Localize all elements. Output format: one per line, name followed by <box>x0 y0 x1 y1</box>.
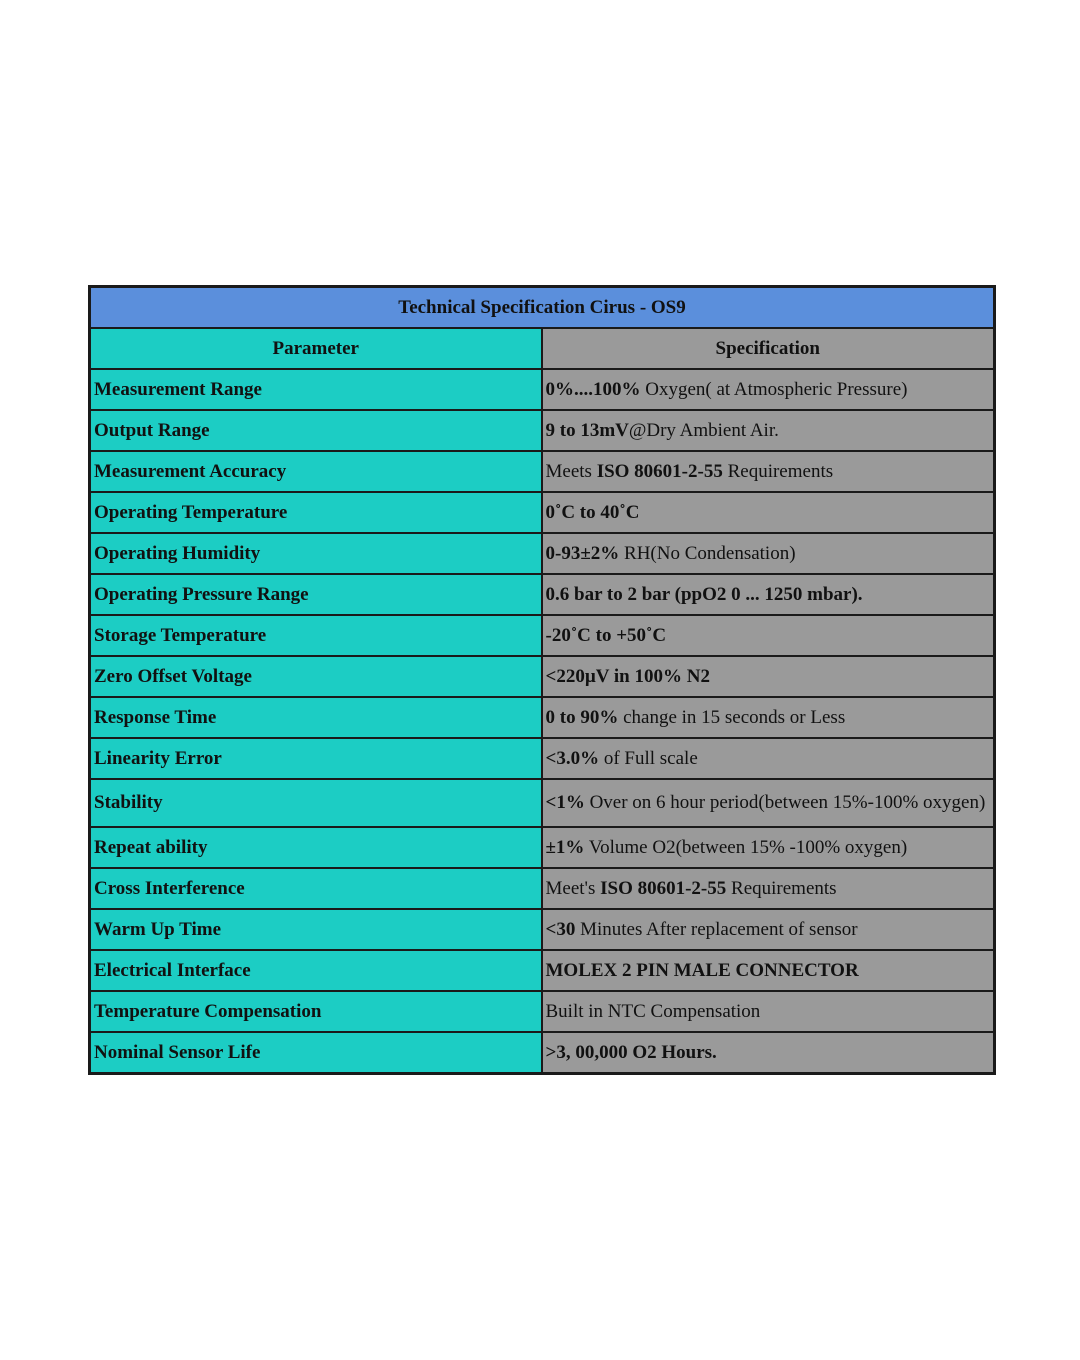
spec-cell <box>542 615 995 656</box>
spec-bold: ISO 80601-2-55 <box>600 877 727 899</box>
spec-bold: ISO 80601-2-55 <box>596 460 723 482</box>
table-row <box>90 615 995 656</box>
spec-cell <box>542 656 995 697</box>
spec-cell <box>542 492 995 533</box>
table-row <box>90 492 995 533</box>
spec-text: Minutes After replacement of sensor <box>575 918 858 940</box>
param-cell: Zero Offset Voltage <box>90 656 542 697</box>
spec-cell <box>542 369 995 410</box>
spec-bold: -20˚C to +50˚C <box>545 624 667 646</box>
table-row <box>90 991 995 1032</box>
param-cell: Temperature Compensation <box>90 991 542 1032</box>
param-cell: Electrical Interface <box>90 950 542 991</box>
spec-bold: <30 <box>545 918 576 940</box>
spec-bold: 0-93±2% <box>545 542 620 564</box>
table-row <box>90 533 995 574</box>
spec-bold: 0˚C to 40˚C <box>545 501 640 523</box>
spec-text: change in 15 seconds or Less <box>618 706 846 728</box>
spec-prefix: Meets <box>545 460 597 482</box>
spec-bold: MOLEX 2 PIN MALE CONNECTOR <box>545 959 859 981</box>
table-row <box>90 410 995 451</box>
table-row <box>90 868 995 909</box>
spec-cell <box>542 950 995 991</box>
spec-cell <box>542 868 995 909</box>
table-row <box>90 369 995 410</box>
spec-cell <box>542 410 995 451</box>
spec-bold: <220µV in 100% N2 <box>545 665 710 687</box>
spec-bold: <3.0% <box>545 747 600 769</box>
spec-table <box>88 285 996 1075</box>
param-cell: Repeat ability <box>90 827 542 868</box>
spec-bold: >3, 00,000 O2 Hours. <box>545 1041 717 1063</box>
spec-bold: 0%....100% <box>545 378 641 400</box>
spec-bold: <1% <box>545 792 585 813</box>
param-cell: Operating Temperature <box>90 492 542 533</box>
spec-text: Over on 6 hour period(between 15%-100% oxygen) <box>584 792 986 813</box>
spec-cell <box>542 1032 995 1074</box>
spec-cell <box>542 574 995 615</box>
spec-text: Volume O2(between 15% -100% oxygen) <box>584 836 908 858</box>
param-cell: Operating Pressure Range <box>90 574 542 615</box>
spec-bold: 0 to 90% <box>545 706 619 728</box>
spec-text: Oxygen( at Atmospheric Pressure) <box>640 378 908 400</box>
spec-text: Requirements <box>722 460 834 482</box>
param-cell: Measurement Range <box>90 369 542 410</box>
table-row <box>90 697 995 738</box>
spec-cell <box>542 909 995 950</box>
param-cell: Storage Temperature <box>90 615 542 656</box>
header-row <box>90 328 995 369</box>
table-row <box>90 827 995 868</box>
param-cell: Warm Up Time <box>90 909 542 950</box>
param-cell: Cross Interference <box>90 868 542 909</box>
spec-text: Requirements <box>726 877 837 899</box>
spec-cell <box>542 738 995 779</box>
header-parameter: Parameter <box>90 328 542 369</box>
spec-text: Built in NTC Compensation <box>545 1000 761 1022</box>
table-row <box>90 451 995 492</box>
title-row <box>90 287 995 329</box>
table-row <box>90 656 995 697</box>
spec-prefix: Meet's <box>545 877 601 899</box>
spec-cell <box>542 991 995 1032</box>
param-cell: Response Time <box>90 697 542 738</box>
spec-text: @Dry Ambient Air. <box>628 419 779 441</box>
spec-cell <box>542 779 995 827</box>
param-cell: Measurement Accuracy <box>90 451 542 492</box>
spec-text: RH(No Condensation) <box>619 542 796 564</box>
table-row <box>90 779 995 827</box>
spec-bold: 0.6 bar to 2 bar (ppO2 0 ... 1250 mbar). <box>545 583 863 605</box>
spec-cell <box>542 827 995 868</box>
spec-cell <box>542 533 995 574</box>
table-row <box>90 738 995 779</box>
spec-cell <box>542 697 995 738</box>
table-title: Technical Specification Cirus - OS9 <box>90 287 995 329</box>
spec-text: of Full scale <box>599 747 698 769</box>
spec-bold: 9 to 13mV <box>545 419 629 441</box>
table-row <box>90 1032 995 1074</box>
table-row <box>90 950 995 991</box>
table-row <box>90 574 995 615</box>
table-row <box>90 909 995 950</box>
param-cell: Stability <box>90 779 542 827</box>
param-cell: Linearity Error <box>90 738 542 779</box>
header-specification: Specification <box>542 328 995 369</box>
spec-bold: ±1% <box>545 836 585 858</box>
param-cell: Output Range <box>90 410 542 451</box>
param-cell: Nominal Sensor Life <box>90 1032 542 1074</box>
param-cell: Operating Humidity <box>90 533 542 574</box>
spec-cell <box>542 451 995 492</box>
